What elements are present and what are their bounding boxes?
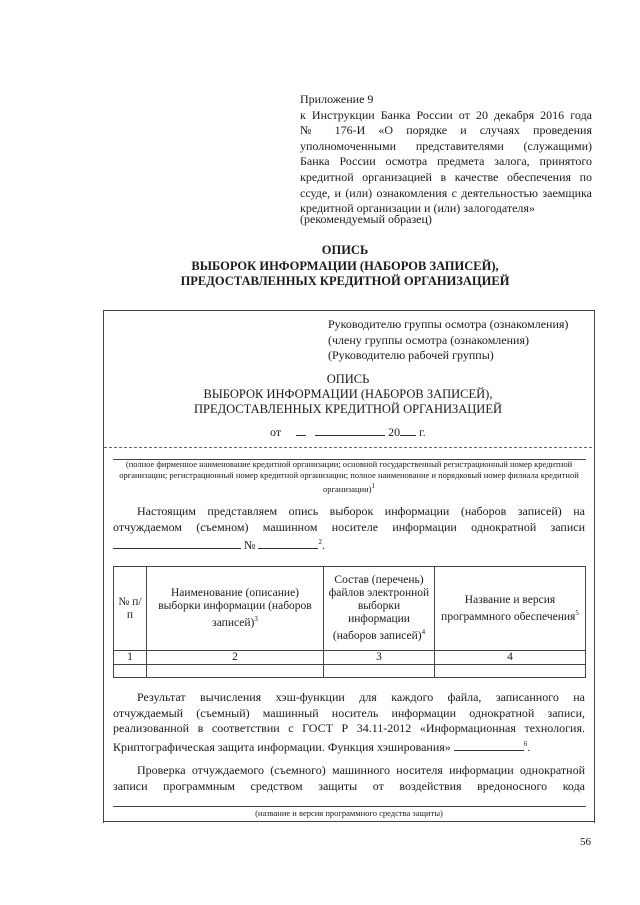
paragraph-line: отчуждаемом (съемном) машинном носителе информации однократной записи — [113, 519, 585, 534]
header-cell: Наименование (описание) выборки информации (наборов записей)$^3$ — [147, 567, 324, 651]
date-from-label: от — [270, 425, 282, 439]
header-cell: № п/п — [114, 567, 147, 651]
footnote-ref: 6 — [523, 739, 528, 748]
hash-result-line: Криптографическая защита информации. Функция хэширования» $^6$. — [113, 739, 531, 754]
title-line: ОПИСЬ — [321, 243, 369, 257]
footnote-ref: 1 — [371, 482, 375, 490]
addressee-line: Руководителю группы осмотра (ознакомления) — [328, 317, 569, 331]
table-header-row — [114, 567, 586, 651]
header-cell: Название и версия программного обеспечения$^5$ — [435, 567, 586, 651]
addressee-line: (Руководителю рабочей группы) — [328, 348, 494, 362]
appendix-line: к Инструкции Банка России от 20 декабря 2016 года — [300, 107, 592, 122]
number-sign: № — [244, 538, 256, 552]
org-caption — [112, 459, 586, 495]
paragraph-line: отчуждаемый (съемный) машинный носитель информации однократной записи, — [113, 705, 585, 720]
date-line — [270, 425, 426, 440]
title-line: ПРЕДОСТАВЛЕННЫХ КРЕДИТНОЙ ОРГАНИЗАЦИЕЙ — [180, 274, 510, 288]
date-year-prefix: 20 — [388, 425, 401, 439]
sample-note: (рекомендуемый образец) — [300, 212, 432, 226]
table-row — [114, 665, 586, 678]
software-caption: (название и версия программного средства защиты) — [255, 808, 443, 818]
table-cell[interactable] — [324, 665, 435, 678]
table-cell[interactable] — [435, 665, 586, 678]
table-number-row — [114, 651, 586, 665]
table-cell[interactable] — [147, 665, 324, 678]
appendix-header — [300, 92, 592, 217]
title-line: ВЫБОРОК ИНФОРМАЦИИ (НАБОРОВ ЗАПИСЕЙ), — [191, 258, 499, 273]
org-caption-text: (полное фирменное наименование кредитной организации; основной государственный регистрационный номер кредитной организации; регистрационный номер кредитной организации; полное наименование и порядковый номер филиала кредитной организации) — [119, 459, 579, 494]
column-number: 4 — [435, 651, 586, 665]
appendix-line: кредитной организации и (или) залогодателя» — [300, 201, 535, 216]
appendix-line: Банка России осмотра предмета залога, принятого — [300, 154, 592, 169]
addressee-line: (члену группы осмотра (ознакомления) — [328, 332, 529, 347]
hash-value-field[interactable] — [454, 740, 524, 751]
media-id-field[interactable] — [113, 538, 241, 549]
frame-bottom-border — [104, 821, 594, 822]
date-day-field[interactable] — [296, 425, 306, 436]
date-year-field[interactable] — [400, 425, 416, 436]
date-month-field[interactable] — [315, 425, 385, 436]
paragraph-line: Криптографическая защита информации. Функция хэширования» — [113, 739, 451, 754]
form-title — [103, 372, 593, 417]
paragraph-line: Результат вычисления хэш-функции для каждого файла, записанного на — [137, 690, 585, 704]
column-number: 2 — [147, 651, 324, 665]
paragraph-line: записи программным средством защиты от воздействия вредоносного кода — [113, 778, 585, 793]
page-number: 56 — [580, 836, 591, 848]
column-number: 3 — [324, 651, 435, 665]
table-cell[interactable] — [114, 665, 147, 678]
paragraph-line: Настоящим представляем опись выборок информации (наборов записей) на — [137, 504, 585, 518]
date-suffix: г. — [419, 425, 426, 439]
column-number: 1 — [114, 651, 147, 665]
appendix-line: ссуде, и (или) ознакомления с деятельностью заемщика — [300, 185, 592, 200]
appendix-line: уполномоченными представителями (служащими) — [300, 138, 592, 153]
media-number-field[interactable] — [258, 538, 318, 549]
appendix-line: Приложение 9 — [300, 92, 374, 106]
paragraph-line: реализованной в соответствии с ГОСТ Р 34.11-2012 «Информационная технология. — [113, 721, 585, 735]
intro-paragraph — [113, 504, 585, 554]
hash-paragraph — [113, 690, 585, 755]
inventory-table — [113, 566, 586, 678]
footnote-ref: 2 — [318, 538, 322, 546]
section-divider — [104, 447, 592, 448]
form-title-line: ПРЕДОСТАВЛЕННЫХ КРЕДИТНОЙ ОРГАНИЗАЦИЕЙ — [193, 402, 503, 416]
media-number-line: № $^2$. — [113, 535, 585, 554]
antivirus-paragraph — [113, 763, 585, 794]
software-name-field[interactable] — [113, 806, 586, 807]
form-title-line: ВЫБОРОК ИНФОРМАЦИИ (НАБОРОВ ЗАПИСЕЙ), — [203, 387, 493, 401]
addressee-block — [328, 317, 568, 364]
form-title-line: ОПИСЬ — [326, 372, 370, 386]
document-title — [60, 243, 630, 290]
header-cell: Состав (перечень) файлов электронной выборки информации (наборов записей)$^4$ — [324, 567, 435, 651]
appendix-line: № 176-И «О порядке и случаях проведения — [300, 123, 592, 138]
paragraph-line: Проверка отчуждаемого (съемного) машинного носителя информации однократной — [137, 763, 585, 777]
appendix-line: кредитной организацией в качестве обеспечения по — [300, 169, 592, 184]
